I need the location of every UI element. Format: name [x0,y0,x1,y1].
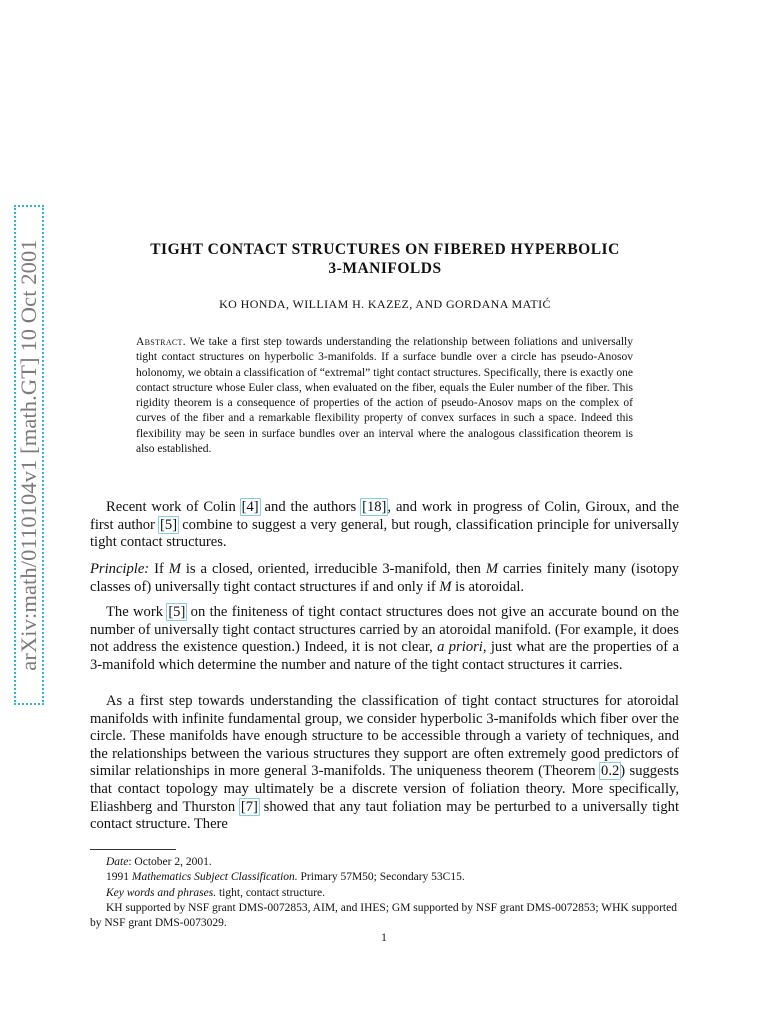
text: combine to suggest a very general, but rough, classification principle for universally tight contact structures. [90,516,680,551]
paragraph-intro [90,499,679,552]
label: Date [106,856,129,868]
text: and the authors [259,499,362,515]
abstract-label: Abstract. [136,336,186,348]
paragraph-principle [90,561,679,596]
arxiv-stamp-text: arXiv:math/0110104v1 [math.GT] 10 Oct 2001 [16,239,41,671]
citation-link[interactable]: [5] [160,516,178,533]
footnotes [90,855,679,931]
footnote-keywords [90,886,679,901]
author-list: KO HONDA, WILLIAM H. KAZEZ, AND GORDANA MATIĆ [219,297,551,311]
text: ) suggests that contact topology may ultimately be a discrete version of foliation theory. More specifically, Eliashberg and Thurston [90,763,679,815]
footnote-date [90,855,679,870]
text: on the finiteness of tight contact structures does not give an accurate bound on the number of universally tight contact structures carried by an atoroidal manifold. (For example, it does not address the existence question.) Indeed, it is not clear, [90,604,679,656]
theorem-link[interactable]: 0.2 [601,763,620,780]
paragraph-finiteness [90,604,679,674]
citation-link[interactable]: [4] [241,499,259,515]
page-number: 1 [381,932,387,944]
text: showed that any taut foliation may be perturbed to a universally tight contact structure. There [90,798,679,833]
abstract-text: We take a first step towards understanding the relationship between foliations and universally tight contact structures on hyperbolic 3-manifolds. If a surface bundle over a circle has pseudo-Anosov holonomy, we obtain a classification of “extremal” tight contact structures. Specifically, there is exactly one contact structure whose Euler class, when evaluated on the fiber, equals the Euler number of the fiber. This rigidity theorem is a consequence of properties of the action of pseudo-Anosov maps on the complex of curves of the fiber and a remarkable flexibility property of convex surfaces in such a space. Indeed this flexibility may be seen in surface bundles over an interval where the analogous classification theorem is also established. [136,336,633,456]
arxiv-stamp [14,205,48,705]
math-symbol: M [168,561,181,577]
label: Key words and phrases. [106,886,217,899]
emphasis: a priori [437,639,483,656]
citation-link[interactable]: [5] [168,604,186,620]
math-symbol: M [485,561,498,577]
title-line-2: 3-MANIFOLDS [328,260,442,277]
text: , and work in progress of Colin, Giroux, and the first author [90,499,679,533]
footnote-rule [90,849,176,850]
title-line-1: TIGHT CONTACT STRUCTURES ON FIBERED HYPERBOLIC [150,241,620,258]
text: is a closed, oriented, irreducible 3-manifold, then [180,561,486,577]
paper-title [90,240,680,278]
text: Recent work of Colin [106,499,241,515]
footnote-msc [90,870,679,885]
abstract [136,335,633,457]
text: Primary 57M50; Secondary 53C15. [297,871,465,884]
text: carries finitely many (isotopy classes of) universally tight contact structures if and only if [90,561,679,595]
text: : October 2, 2001. [128,856,212,868]
principle-label: Principle: [90,561,150,577]
citation-link[interactable]: [7] [240,798,258,815]
citation-link[interactable]: [18] [362,499,387,515]
text: If [149,561,169,577]
text: The work [106,604,168,620]
label: Mathematics Subject Classification. [131,871,298,884]
text: As a first step towards understanding the classification of tight contact structures for atoroidal manifolds with infinite fundamental group, we consider hyperbolic 3-manifolds which fiber over the circle. These manifolds have enough structure to be accessible through a variety of techniques, and the relationships between the various structures they support are often extremely good predictors of similar relationships in more general 3-manifolds. The uniqueness theorem (Theorem [90,693,679,780]
text: 1991 [106,871,132,884]
text: , just what are the properties of a 3-manifold which determine the number and nature of the tight contact structures it carries. [90,639,679,673]
text: tight, contact structure. [216,886,326,899]
paragraph-first-step [90,693,679,834]
text: is atoroidal. [451,578,525,595]
footnote-grants: KH supported by NSF grant DMS-0072853, AIM, and IHES; GM supported by NSF grant DMS-0072853; WHK supported by NSF grant DMS-0073029. [90,901,677,930]
math-symbol: M [439,578,452,595]
